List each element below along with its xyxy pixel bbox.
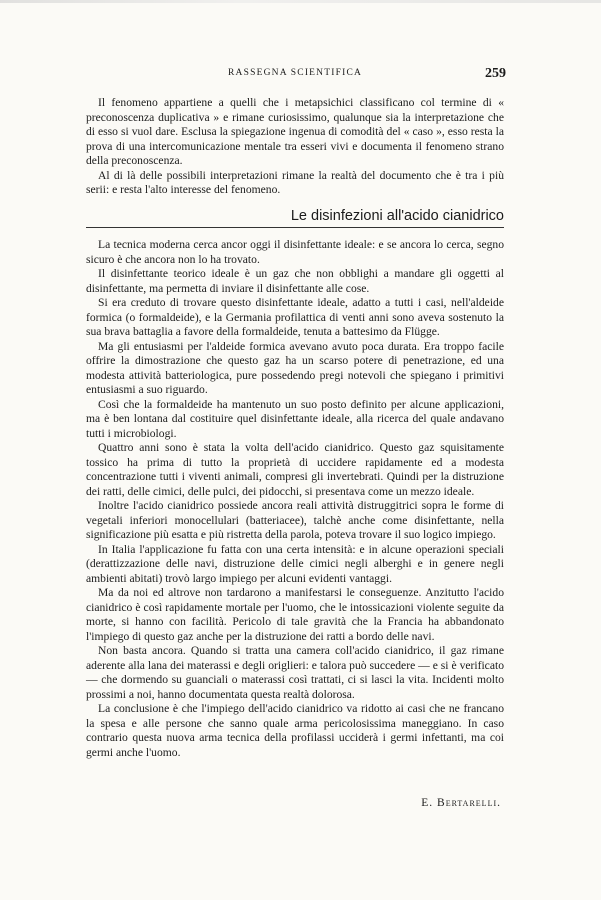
- page-number: 259: [485, 66, 506, 81]
- paragraph: Quattro anni sono è stata la volta dell'acido cianidrico. Questo gaz squisitamente tossico ha prima di tutto la proprietà di uccidere rapidamente ed a modesta concentrazione tutti i viventi animali, compresi gli invertebrati. Quindi per la distruzione dei ratti, delle cimici, delle pulci, dei pidocchi, si presentava come un mezzo ideale.: [86, 441, 504, 498]
- running-title: RASSEGNA SCIENTIFICA: [228, 68, 363, 78]
- paragraph: Il disinfettante teorico ideale è un gaz che non obblighi a mandare gli oggetti al disinfettante, ma permetta di inviare il disinfettante alle cose.: [86, 267, 504, 295]
- paragraph: Il fenomeno appartiene a quelli che i metapsichici classificano col termine di « preconoscenza duplicativa » e rimane curiosissimo, qualunque sia la interpretazione che di esso si vuol dare. Esclusa la spiegazione ingenua di comodità del « caso », esso resta la prova di una intercomunicazione mentale tra esseri vivi e documenta il fenomeno strano della preconoscenza.: [86, 96, 504, 167]
- article-body: [86, 238, 504, 760]
- running-head: [88, 66, 508, 84]
- author-signature: E. Bertarelli.: [421, 797, 501, 809]
- paragraph: In Italia l'applicazione fu fatta con una certa intensità: e in alcune operazioni speciali (derattizzazione delle navi, distruzione delle cimici negli alberghi e in genere negli ambienti abitati) trovò largo impiego per alcuni evidenti vantaggi.: [86, 542, 504, 585]
- paragraph: Così che la formaldeide ha mantenuto un suo posto definito per alcune applicazioni, ma è ben lontana dal costituire quel disinfettante ideale, alla ricerca del quale andavano tutti i microbiologi.: [86, 397, 504, 440]
- section-title: Le disinfezioni all'acido cianidrico: [86, 208, 504, 228]
- paragraph: Ma da noi ed altrove non tardarono a manifestarsi le conseguenze. Anzitutto l'acido cianidrico è così rapidamente mortale per l'uomo, che le intossicazioni violente seguite da morte, si hanno con facilità. Pericolo di tale gravità che la Francia ha abbandonato l'impiego di questo gaz anche per la distruzione dei ratti a bordo delle navi.: [86, 586, 504, 643]
- paragraph: Non basta ancora. Quando si tratta una camera coll'acido cianidrico, il gaz rimane aderente alla lana dei materassi e degli origlieri: e talora può succedere — e si è verificato — che dormendo su guanciali o materassi così trattati, ci si lasci la vita. Incidenti molto prossimi a noi, hanno documentata questa realtà dolorosa.: [86, 644, 504, 701]
- paragraph: La tecnica moderna cerca ancor oggi il disinfettante ideale: e se ancora lo cerca, segno sicuro è che ancora non lo ha trovato.: [86, 238, 504, 266]
- paragraph: Al di là delle possibili interpretazioni rimane la realtà del documento che è tra i più serii: e resta l'alto interesse del fenomeno.: [86, 168, 504, 196]
- paragraph: Inoltre l'acido cianidrico possiede ancora reali attività distruggitrici sopra le forme di vegetali inferiori monocellulari (batteriacee), talchè anche come disinfettante, nella significazione più esatta e più ristretta della parola, poteva trovare il suo logico impiego.: [86, 499, 504, 541]
- paragraph: Ma gli entusiasmi per l'aldeide formica avevano avuto poca durata. Era troppo facile offrire la dimostrazione che questo gaz ha un scarso potere di penetrazione, ed una modesta attività batteriologica, pure possedendo pregi notevoli che spiegano i primitivi entusiasmi a suo riguardo.: [86, 339, 504, 396]
- scan-edge: [0, 0, 601, 3]
- paragraph: La conclusione è che l'impiego dell'acido cianidrico va ridotto ai casi che ne francano la spesa e alle persone che sanno quale arma pericolosissima maneggiano. In caso contrario questa nuova arma tecnica della profilassi ucciderà i germi infettanti, ma coi germi anche l'uomo.: [86, 702, 504, 759]
- paragraph: Si era creduto di trovare questo disinfettante ideale, adatto a tutti i casi, nell'aldeide formica (o formaldeide), e la Germania profilattica di venti anni sono aveva sostenuto la sua brava battaglia a favore della formaldeide, tenuta a battesimo da Flügge.: [86, 296, 504, 338]
- intro-text: [86, 96, 504, 198]
